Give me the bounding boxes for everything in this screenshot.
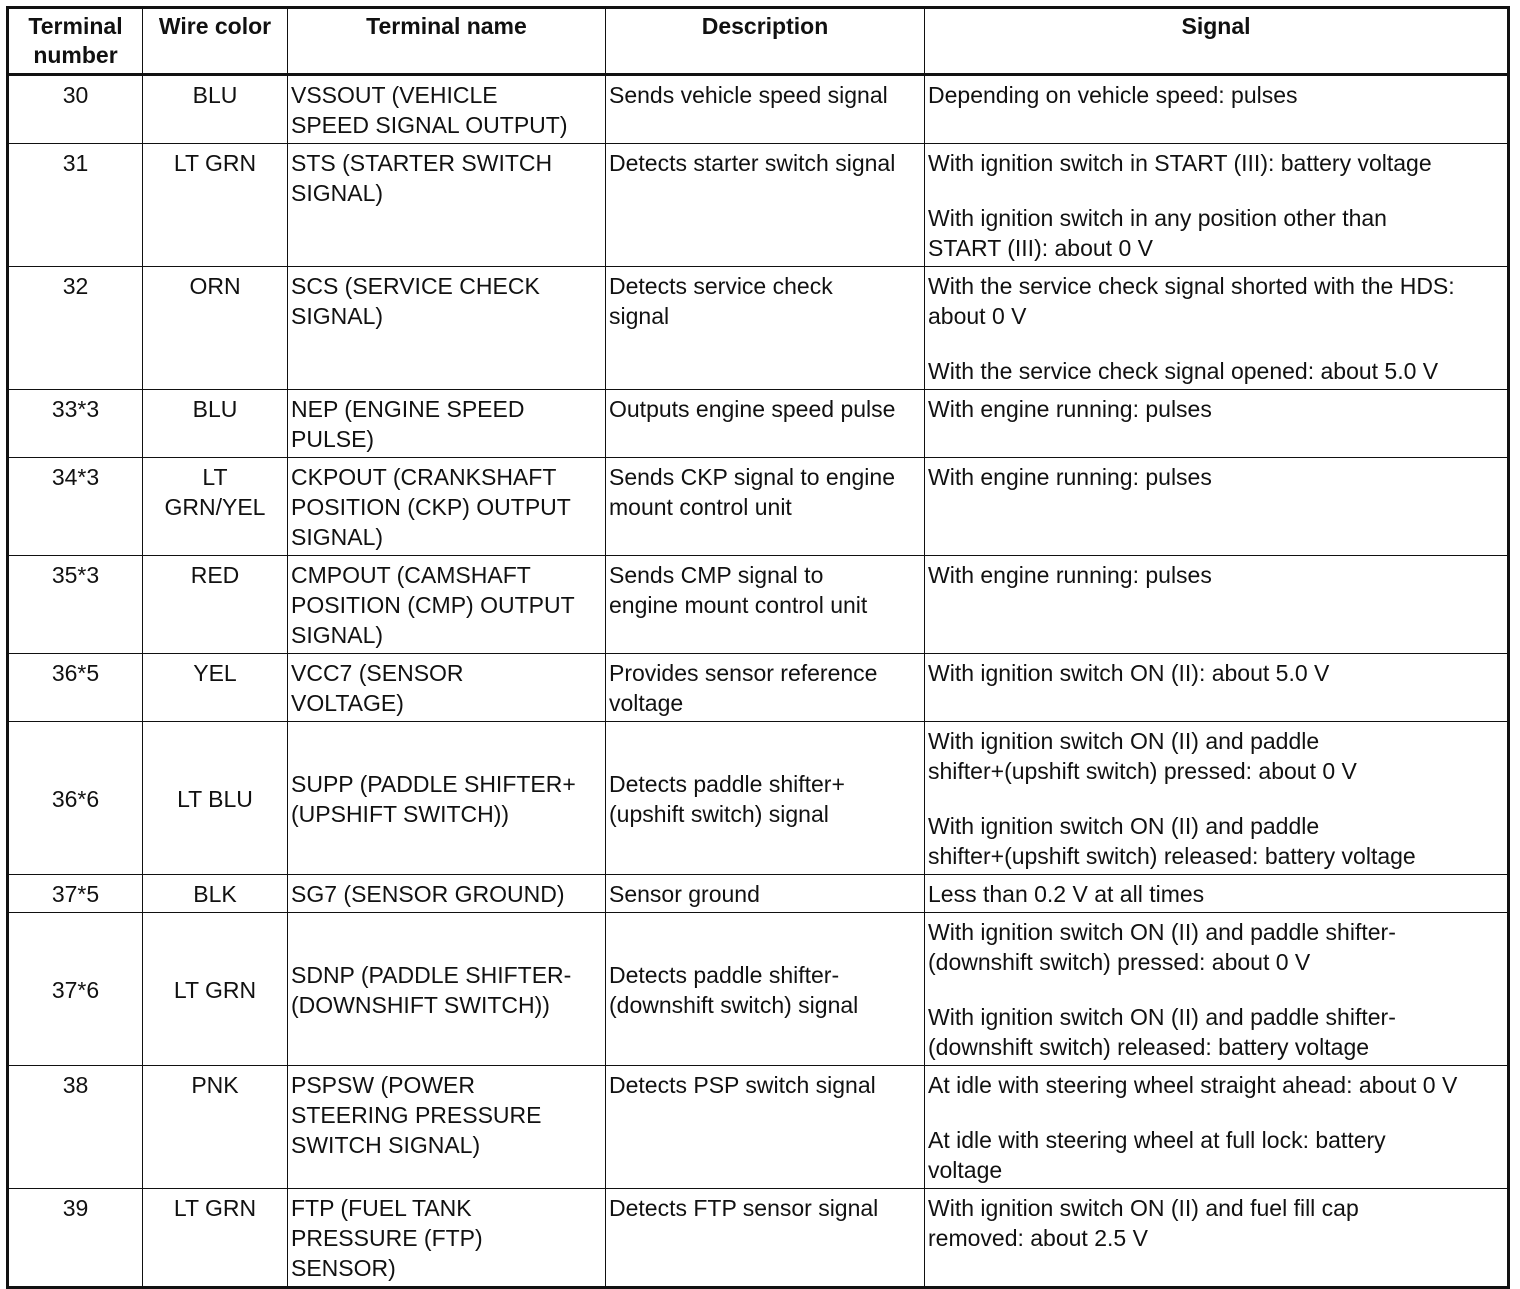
cell-terminal-name — [288, 722, 606, 875]
terminal-number-text: 34*3 — [51, 464, 100, 490]
cell-signal — [925, 144, 1509, 267]
cell-wire-color — [143, 267, 288, 390]
terminal-name-text: SIGNAL) — [291, 180, 384, 206]
description-text: Detects starter switch signal — [609, 150, 896, 176]
terminal-number-text: 38 — [62, 1072, 89, 1098]
cell-wire-color — [143, 654, 288, 722]
terminal-number-text: 37*6 — [51, 976, 100, 1003]
terminal-name-text: PULSE) — [291, 426, 375, 452]
cell-terminal-number — [8, 654, 143, 722]
wire-color-text: RED — [190, 562, 240, 588]
cell-signal — [925, 722, 1509, 875]
cell-description — [606, 722, 925, 875]
signal-paragraph — [928, 356, 1504, 386]
terminal-name-text: NEP (ENGINE SPEED — [291, 396, 525, 422]
terminal-number-text: 39 — [62, 1195, 89, 1221]
signal-paragraph — [928, 462, 1504, 492]
terminal-name-text: SIGNAL) — [291, 622, 384, 648]
terminal-name-text: PSPSW (POWER — [291, 1072, 476, 1098]
signal-paragraph — [928, 726, 1504, 786]
terminal-number-text: 33*3 — [51, 396, 100, 422]
wire-color-text: YEL — [193, 660, 237, 686]
description-text: Detects FTP sensor signal — [609, 1195, 879, 1221]
cell-signal — [925, 875, 1509, 913]
cell-terminal-name — [288, 390, 606, 458]
cell-terminal-name — [288, 75, 606, 144]
terminal-number-text: 36*6 — [51, 785, 100, 812]
table-row — [8, 556, 1509, 654]
header-terminal-name: Terminal name — [288, 8, 606, 75]
table-row — [8, 75, 1509, 144]
signal-text: With ignition switch ON (II) and paddle shifter- — [928, 919, 1396, 945]
cell-wire-color — [143, 722, 288, 875]
signal-text: With ignition switch ON (II) and paddle — [928, 728, 1320, 754]
cell-description — [606, 390, 925, 458]
cell-signal — [925, 1066, 1509, 1189]
signal-text: START (III): about 0 V — [928, 235, 1153, 261]
cell-description — [606, 913, 925, 1066]
terminal-number-text: 30 — [62, 82, 89, 108]
description-text: Detects PSP switch signal — [609, 1072, 876, 1098]
description-text: Sensor ground — [609, 881, 760, 907]
table-row — [8, 722, 1509, 875]
terminal-name-text: CKPOUT (CRANKSHAFT — [291, 464, 557, 490]
cell-signal — [925, 390, 1509, 458]
table-row — [8, 1066, 1509, 1189]
cell-terminal-name — [288, 1189, 606, 1288]
cell-description — [606, 144, 925, 267]
terminal-name-text: SENSOR) — [291, 1255, 396, 1281]
cell-terminal-number — [8, 75, 143, 144]
cell-description — [606, 458, 925, 556]
terminal-name-text: FTP (FUEL TANK — [291, 1195, 472, 1221]
cell-wire-color — [143, 1189, 288, 1288]
wire-color-text: GRN/YEL — [164, 494, 266, 520]
terminal-number-text: 37*5 — [51, 881, 100, 907]
table-row — [8, 913, 1509, 1066]
cell-signal — [925, 913, 1509, 1066]
signal-paragraph — [928, 80, 1504, 110]
description-text: Detects service check — [609, 273, 833, 299]
signal-paragraph — [928, 271, 1504, 331]
cell-terminal-name — [288, 913, 606, 1066]
cell-terminal-name — [288, 654, 606, 722]
signal-paragraph — [928, 1193, 1504, 1253]
header-terminal-number — [8, 8, 143, 75]
description-text: voltage — [609, 690, 684, 716]
signal-text: With ignition switch ON (II): about 5.0 V — [928, 660, 1330, 686]
signal-paragraph — [928, 148, 1504, 178]
signal-paragraph — [928, 811, 1504, 871]
description-text: engine mount control unit — [609, 592, 868, 618]
signal-paragraph — [928, 917, 1504, 977]
table-header — [8, 8, 1509, 75]
table-row — [8, 875, 1509, 913]
cell-terminal-number — [8, 390, 143, 458]
terminal-number-text: 35*3 — [51, 562, 100, 588]
description-text: Sends CKP signal to engine — [609, 464, 895, 490]
cell-signal — [925, 458, 1509, 556]
cell-terminal-name — [288, 267, 606, 390]
cell-wire-color — [143, 144, 288, 267]
signal-text: At idle with steering wheel straight ahead: about 0 V — [928, 1072, 1458, 1098]
terminal-name-text: PRESSURE (FTP) — [291, 1225, 483, 1251]
signal-text: (downshift switch) released: battery voltage — [928, 1034, 1370, 1060]
description-text: mount control unit — [609, 494, 792, 520]
wire-color-text: BLU — [192, 396, 238, 422]
cell-terminal-number — [8, 722, 143, 875]
terminal-name-text: SDNP (PADDLE SHIFTER- — [291, 961, 572, 988]
header-terminal-number-line2: number — [33, 42, 118, 68]
signal-text: With ignition switch in any position other than — [928, 205, 1387, 231]
header-description: Description — [606, 8, 925, 75]
cell-terminal-number — [8, 144, 143, 267]
terminal-number-text: 36*5 — [51, 660, 100, 686]
table-row — [8, 654, 1509, 722]
description-text: (upshift switch) signal — [609, 800, 829, 827]
table-row — [8, 267, 1509, 390]
signal-text: With engine running: pulses — [928, 396, 1212, 422]
description-text: Detects paddle shifter+ — [609, 770, 845, 797]
cell-description — [606, 1066, 925, 1189]
signal-paragraph — [928, 879, 1504, 909]
signal-paragraph — [928, 1002, 1504, 1062]
wire-color-text: ORN — [189, 273, 241, 299]
terminal-name-text: SIGNAL) — [291, 524, 384, 550]
terminal-name-text: SPEED SIGNAL OUTPUT) — [291, 112, 568, 138]
cell-terminal-name — [288, 144, 606, 267]
cell-wire-color — [143, 875, 288, 913]
cell-description — [606, 556, 925, 654]
wire-color-text: BLU — [192, 82, 238, 108]
cell-wire-color — [143, 390, 288, 458]
table-row — [8, 458, 1509, 556]
cell-terminal-name — [288, 458, 606, 556]
cell-terminal-number — [8, 556, 143, 654]
table-row — [8, 390, 1509, 458]
signal-text: shifter+(upshift switch) pressed: about 0 V — [928, 758, 1357, 784]
signal-paragraph — [928, 1125, 1504, 1185]
terminal-name-text: (UPSHIFT SWITCH)) — [291, 800, 510, 827]
cell-wire-color — [143, 75, 288, 144]
signal-text: about 0 V — [928, 303, 1027, 329]
cell-signal — [925, 75, 1509, 144]
terminal-table — [6, 6, 1510, 1289]
terminal-name-text: SIGNAL) — [291, 303, 384, 329]
wire-color-text: LT — [202, 464, 228, 490]
terminal-name-text: POSITION (CKP) OUTPUT — [291, 494, 571, 520]
signal-text: Depending on vehicle speed: pulses — [928, 82, 1298, 108]
terminal-number-text: 32 — [62, 273, 89, 299]
header-signal: Signal — [925, 8, 1509, 75]
terminal-name-text: STEERING PRESSURE — [291, 1102, 542, 1128]
description-text: Detects paddle shifter- — [609, 961, 840, 988]
signal-text: Less than 0.2 V at all times — [928, 881, 1205, 907]
cell-signal — [925, 1189, 1509, 1288]
terminal-name-text: POSITION (CMP) OUTPUT — [291, 592, 575, 618]
header-row — [8, 8, 1509, 75]
terminal-name-text: CMPOUT (CAMSHAFT — [291, 562, 531, 588]
signal-text: At idle with steering wheel at full lock: battery — [928, 1127, 1386, 1153]
cell-terminal-number — [8, 875, 143, 913]
table-row — [8, 144, 1509, 267]
signal-paragraph — [928, 560, 1504, 590]
description-text: Sends vehicle speed signal — [609, 82, 888, 108]
cell-terminal-number — [8, 913, 143, 1066]
terminal-name-text: VCC7 (SENSOR — [291, 660, 464, 686]
cell-wire-color — [143, 556, 288, 654]
signal-text: With engine running: pulses — [928, 464, 1212, 490]
cell-terminal-name — [288, 875, 606, 913]
wire-color-text: LT BLU — [177, 785, 253, 812]
signal-paragraph — [928, 203, 1504, 263]
wire-color-text: PNK — [191, 1072, 239, 1098]
signal-paragraph — [928, 658, 1504, 688]
description-text: (downshift switch) signal — [609, 991, 859, 1018]
signal-text: voltage — [928, 1157, 1003, 1183]
terminal-name-text: SWITCH SIGNAL) — [291, 1132, 481, 1158]
signal-paragraph — [928, 394, 1504, 424]
cell-wire-color — [143, 458, 288, 556]
terminal-name-text: VOLTAGE) — [291, 690, 404, 716]
terminal-number-text: 31 — [62, 150, 89, 176]
header-terminal-number-line1: Terminal — [28, 13, 123, 39]
cell-terminal-name — [288, 1066, 606, 1189]
description-text: Provides sensor reference — [609, 660, 878, 686]
signal-text: shifter+(upshift switch) released: battery voltage — [928, 843, 1416, 869]
cell-terminal-number — [8, 267, 143, 390]
signal-paragraph — [928, 1070, 1504, 1100]
table-body — [8, 75, 1509, 1288]
signal-text: With ignition switch ON (II) and fuel fill cap — [928, 1195, 1359, 1221]
table-row — [8, 1189, 1509, 1288]
signal-text: With the service check signal opened: about 5.0 V — [928, 358, 1439, 384]
wire-color-text: BLK — [193, 881, 237, 907]
description-text: signal — [609, 303, 670, 329]
terminal-name-text: SG7 (SENSOR GROUND) — [291, 881, 565, 907]
wire-color-text: LT GRN — [173, 976, 257, 1003]
signal-text: removed: about 2.5 V — [928, 1225, 1148, 1251]
cell-description — [606, 654, 925, 722]
signal-text: With the service check signal shorted with the HDS: — [928, 273, 1455, 299]
signal-text: With engine running: pulses — [928, 562, 1212, 588]
cell-description — [606, 75, 925, 144]
signal-text: (downshift switch) pressed: about 0 V — [928, 949, 1311, 975]
cell-signal — [925, 654, 1509, 722]
terminal-name-text: (DOWNSHIFT SWITCH)) — [291, 991, 550, 1018]
description-text: Sends CMP signal to — [609, 562, 824, 588]
description-text: Outputs engine speed pulse — [609, 396, 896, 422]
cell-terminal-number — [8, 1189, 143, 1288]
header-wire-color: Wire color — [143, 8, 288, 75]
cell-signal — [925, 267, 1509, 390]
terminal-name-text: SUPP (PADDLE SHIFTER+ — [291, 770, 576, 797]
cell-description — [606, 1189, 925, 1288]
terminal-name-text: STS (STARTER SWITCH — [291, 150, 553, 176]
cell-wire-color — [143, 1066, 288, 1189]
wire-color-text: LT GRN — [173, 1195, 257, 1221]
terminal-name-text: SCS (SERVICE CHECK — [291, 273, 540, 299]
signal-text: With ignition switch ON (II) and paddle shifter- — [928, 1004, 1396, 1030]
cell-wire-color — [143, 913, 288, 1066]
cell-terminal-name — [288, 556, 606, 654]
cell-terminal-number — [8, 1066, 143, 1189]
cell-signal — [925, 556, 1509, 654]
wire-color-text: LT GRN — [173, 150, 257, 176]
cell-description — [606, 267, 925, 390]
signal-text: With ignition switch in START (III): battery voltage — [928, 150, 1432, 176]
terminal-name-text: VSSOUT (VEHICLE — [291, 82, 498, 108]
cell-terminal-number — [8, 458, 143, 556]
cell-description — [606, 875, 925, 913]
signal-text: With ignition switch ON (II) and paddle — [928, 813, 1320, 839]
